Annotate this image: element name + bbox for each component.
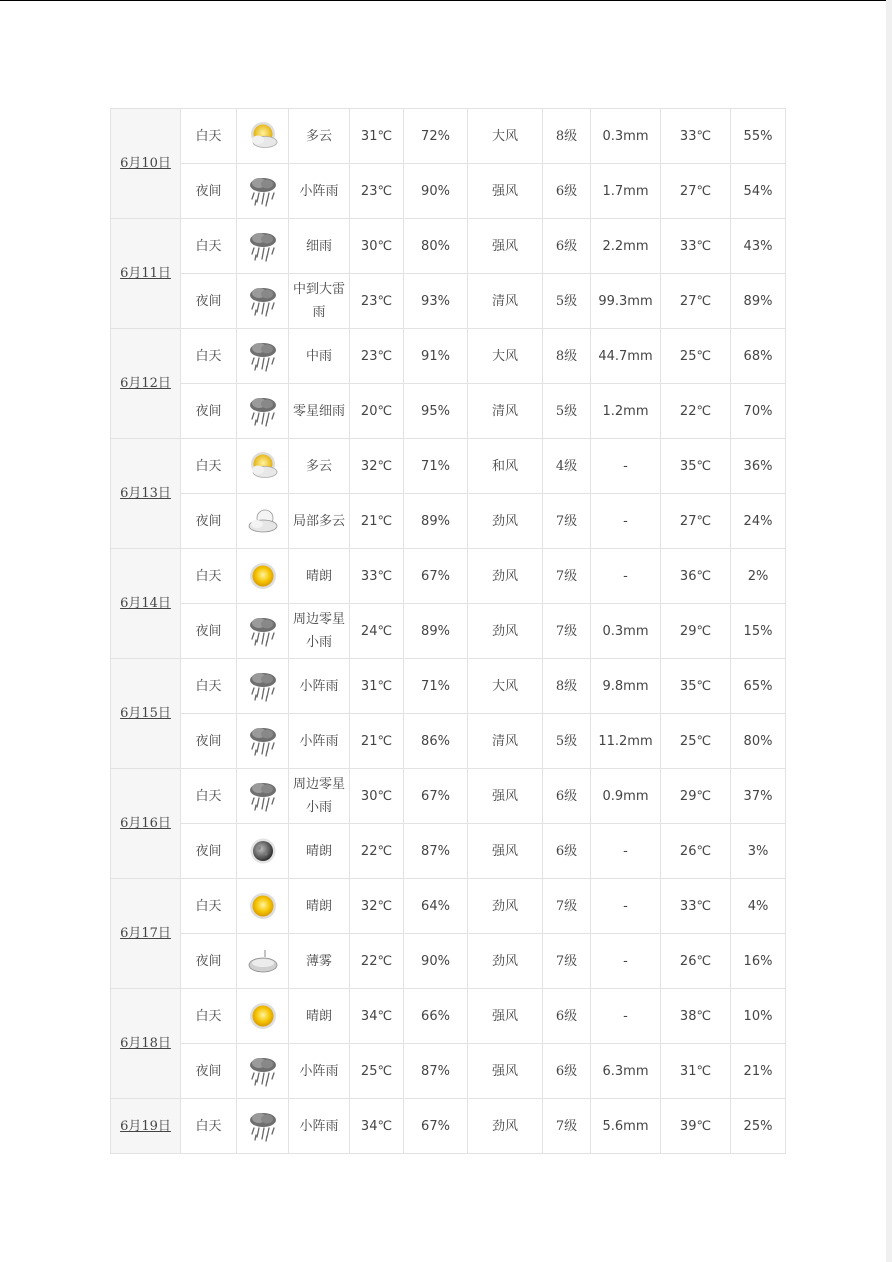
period-cell: 白天 xyxy=(181,1099,237,1154)
table-row xyxy=(111,439,786,494)
precipitation-chance: 21% xyxy=(731,1044,786,1099)
table-row xyxy=(111,549,786,604)
temperature: 21℃ xyxy=(350,714,404,769)
sun-icon xyxy=(247,559,279,593)
wind-level: 7级 xyxy=(543,549,591,604)
precipitation-chance: 68% xyxy=(731,329,786,384)
feels-like-temperature: 29℃ xyxy=(661,604,731,659)
humidity: 64% xyxy=(404,879,468,934)
temperature: 32℃ xyxy=(350,439,404,494)
feels-like-temperature: 31℃ xyxy=(661,1044,731,1099)
feels-like-temperature: 33℃ xyxy=(661,219,731,274)
temperature: 23℃ xyxy=(350,329,404,384)
humidity: 90% xyxy=(404,164,468,219)
wind-level: 5级 xyxy=(543,274,591,329)
humidity: 72% xyxy=(404,109,468,164)
period-cell: 夜间 xyxy=(181,714,237,769)
feels-like-temperature: 26℃ xyxy=(661,824,731,879)
date-cell[interactable]: 6月18日 xyxy=(111,989,181,1099)
mist-icon xyxy=(247,944,279,978)
period-cell: 夜间 xyxy=(181,934,237,989)
weather-description: 小阵雨 xyxy=(289,1099,350,1154)
temperature: 31℃ xyxy=(350,659,404,714)
precipitation: - xyxy=(591,439,661,494)
partly-cloudy-icon xyxy=(247,449,279,483)
humidity: 71% xyxy=(404,439,468,494)
temperature: 23℃ xyxy=(350,274,404,329)
weather-icon-cell xyxy=(237,934,289,989)
table-row xyxy=(111,604,786,659)
period-cell: 白天 xyxy=(181,109,237,164)
temperature: 23℃ xyxy=(350,164,404,219)
humidity: 67% xyxy=(404,769,468,824)
wind-level: 8级 xyxy=(543,659,591,714)
wind-level: 6级 xyxy=(543,219,591,274)
weather-description: 晴朗 xyxy=(289,824,350,879)
period-cell: 夜间 xyxy=(181,274,237,329)
table-row xyxy=(111,219,786,274)
feels-like-temperature: 25℃ xyxy=(661,714,731,769)
humidity: 90% xyxy=(404,934,468,989)
wind-level: 6级 xyxy=(543,989,591,1044)
wind-description: 劲风 xyxy=(468,879,543,934)
wind-description: 劲风 xyxy=(468,604,543,659)
weather-icon-cell xyxy=(237,604,289,659)
feels-like-temperature: 33℃ xyxy=(661,879,731,934)
feels-like-temperature: 35℃ xyxy=(661,659,731,714)
wind-level: 5级 xyxy=(543,384,591,439)
weather-description: 晴朗 xyxy=(289,879,350,934)
precipitation: 2.2mm xyxy=(591,219,661,274)
date-cell[interactable]: 6月11日 xyxy=(111,219,181,329)
weather-icon-cell xyxy=(237,824,289,879)
weather-icon-cell xyxy=(237,714,289,769)
humidity: 95% xyxy=(404,384,468,439)
period-cell: 白天 xyxy=(181,439,237,494)
weather-description: 小阵雨 xyxy=(289,1044,350,1099)
date-cell[interactable]: 6月10日 xyxy=(111,109,181,219)
temperature: 30℃ xyxy=(350,769,404,824)
precipitation: - xyxy=(591,824,661,879)
feels-like-temperature: 35℃ xyxy=(661,439,731,494)
feels-like-temperature: 27℃ xyxy=(661,274,731,329)
wind-description: 大风 xyxy=(468,329,543,384)
weather-icon-cell xyxy=(237,769,289,824)
wind-level: 7级 xyxy=(543,934,591,989)
precipitation-chance: 37% xyxy=(731,769,786,824)
feels-like-temperature: 29℃ xyxy=(661,769,731,824)
temperature: 25℃ xyxy=(350,1044,404,1099)
period-cell: 白天 xyxy=(181,769,237,824)
temperature: 32℃ xyxy=(350,879,404,934)
date-cell[interactable]: 6月19日 xyxy=(111,1099,181,1154)
rain-icon xyxy=(247,174,279,208)
feels-like-temperature: 39℃ xyxy=(661,1099,731,1154)
feels-like-temperature: 22℃ xyxy=(661,384,731,439)
table-row xyxy=(111,1044,786,1099)
weather-description: 小阵雨 xyxy=(289,659,350,714)
weather-description: 晴朗 xyxy=(289,549,350,604)
rain-icon xyxy=(247,614,279,648)
weather-icon-cell xyxy=(237,659,289,714)
wind-level: 4级 xyxy=(543,439,591,494)
weather-description: 细雨 xyxy=(289,219,350,274)
precipitation: - xyxy=(591,494,661,549)
precipitation: 99.3mm xyxy=(591,274,661,329)
weather-icon-cell xyxy=(237,329,289,384)
precipitation-chance: 43% xyxy=(731,219,786,274)
weather-icon-cell xyxy=(237,109,289,164)
precipitation-chance: 15% xyxy=(731,604,786,659)
period-cell: 夜间 xyxy=(181,604,237,659)
feels-like-temperature: 27℃ xyxy=(661,164,731,219)
rain-icon xyxy=(247,724,279,758)
table-row xyxy=(111,329,786,384)
feels-like-temperature: 25℃ xyxy=(661,329,731,384)
wind-description: 强风 xyxy=(468,824,543,879)
weather-description: 小阵雨 xyxy=(289,164,350,219)
precipitation-chance: 10% xyxy=(731,989,786,1044)
table-row xyxy=(111,824,786,879)
temperature: 20℃ xyxy=(350,384,404,439)
rain-icon xyxy=(247,1109,279,1143)
weather-icon-cell xyxy=(237,879,289,934)
weather-icon-cell xyxy=(237,989,289,1044)
period-cell: 白天 xyxy=(181,549,237,604)
moon-icon xyxy=(247,834,279,868)
temperature: 34℃ xyxy=(350,989,404,1044)
date-cell[interactable]: 6月13日 xyxy=(111,439,181,549)
wind-description: 清风 xyxy=(468,274,543,329)
wind-level: 7级 xyxy=(543,604,591,659)
wind-level: 6级 xyxy=(543,1044,591,1099)
wind-description: 劲风 xyxy=(468,549,543,604)
wind-description: 和风 xyxy=(468,439,543,494)
table-row xyxy=(111,934,786,989)
precipitation-chance: 54% xyxy=(731,164,786,219)
humidity: 66% xyxy=(404,989,468,1044)
date-cell[interactable]: 6月16日 xyxy=(111,769,181,879)
humidity: 67% xyxy=(404,1099,468,1154)
wind-level: 7级 xyxy=(543,494,591,549)
weather-icon-cell xyxy=(237,1044,289,1099)
table-row xyxy=(111,1099,786,1154)
precipitation: 0.9mm xyxy=(591,769,661,824)
period-cell: 白天 xyxy=(181,879,237,934)
precipitation: 1.7mm xyxy=(591,164,661,219)
wind-description: 强风 xyxy=(468,769,543,824)
weather-icon-cell xyxy=(237,549,289,604)
temperature: 33℃ xyxy=(350,549,404,604)
wind-description: 强风 xyxy=(468,1044,543,1099)
wind-description: 劲风 xyxy=(468,934,543,989)
precipitation: - xyxy=(591,989,661,1044)
feels-like-temperature: 27℃ xyxy=(661,494,731,549)
sun-icon xyxy=(247,889,279,923)
rain-icon xyxy=(247,669,279,703)
rain-icon xyxy=(247,394,279,428)
weather-icon-cell xyxy=(237,1099,289,1154)
precipitation-chance: 80% xyxy=(731,714,786,769)
period-cell: 白天 xyxy=(181,219,237,274)
weather-icon-cell xyxy=(237,219,289,274)
wind-level: 6级 xyxy=(543,164,591,219)
feels-like-temperature: 33℃ xyxy=(661,109,731,164)
page-edge-shadow xyxy=(886,0,892,1262)
weather-description: 零星细雨 xyxy=(289,384,350,439)
weather-description: 多云 xyxy=(289,439,350,494)
weather-description: 局部多云 xyxy=(289,494,350,549)
temperature: 22℃ xyxy=(350,934,404,989)
weather-icon-cell xyxy=(237,164,289,219)
precipitation-chance: 4% xyxy=(731,879,786,934)
page-top-border xyxy=(0,0,892,1)
precipitation-chance: 36% xyxy=(731,439,786,494)
table-row xyxy=(111,989,786,1044)
weather-description: 晴朗 xyxy=(289,989,350,1044)
table-row xyxy=(111,384,786,439)
weather-icon-cell xyxy=(237,384,289,439)
weather-description: 周边零星小雨 xyxy=(289,769,350,824)
weather-icon-cell xyxy=(237,439,289,494)
table-row xyxy=(111,659,786,714)
precipitation: - xyxy=(591,934,661,989)
wind-description: 劲风 xyxy=(468,1099,543,1154)
rain-icon xyxy=(247,1054,279,1088)
humidity: 93% xyxy=(404,274,468,329)
wind-description: 大风 xyxy=(468,659,543,714)
precipitation: 5.6mm xyxy=(591,1099,661,1154)
precipitation: 0.3mm xyxy=(591,109,661,164)
table-row xyxy=(111,494,786,549)
weather-description: 多云 xyxy=(289,109,350,164)
weather-icon-cell xyxy=(237,274,289,329)
precipitation-chance: 3% xyxy=(731,824,786,879)
weather-description: 中到大雷雨 xyxy=(289,274,350,329)
rain-icon xyxy=(247,284,279,318)
period-cell: 白天 xyxy=(181,989,237,1044)
partly-cloudy-night-icon xyxy=(247,504,279,538)
wind-description: 大风 xyxy=(468,109,543,164)
wind-level: 8级 xyxy=(543,109,591,164)
wind-description: 清风 xyxy=(468,714,543,769)
precipitation-chance: 55% xyxy=(731,109,786,164)
feels-like-temperature: 36℃ xyxy=(661,549,731,604)
partly-cloudy-icon xyxy=(247,119,279,153)
humidity: 89% xyxy=(404,494,468,549)
period-cell: 夜间 xyxy=(181,494,237,549)
wind-description: 强风 xyxy=(468,219,543,274)
precipitation: - xyxy=(591,879,661,934)
humidity: 80% xyxy=(404,219,468,274)
weather-description: 小阵雨 xyxy=(289,714,350,769)
date-cell[interactable]: 6月15日 xyxy=(111,659,181,769)
table-row xyxy=(111,164,786,219)
date-cell[interactable]: 6月12日 xyxy=(111,329,181,439)
rain-icon xyxy=(247,229,279,263)
table-row xyxy=(111,879,786,934)
weather-description: 周边零星小雨 xyxy=(289,604,350,659)
temperature: 21℃ xyxy=(350,494,404,549)
date-cell[interactable]: 6月14日 xyxy=(111,549,181,659)
temperature: 30℃ xyxy=(350,219,404,274)
precipitation: - xyxy=(591,549,661,604)
weather-icon-cell xyxy=(237,494,289,549)
table-row xyxy=(111,274,786,329)
wind-level: 6级 xyxy=(543,769,591,824)
period-cell: 白天 xyxy=(181,329,237,384)
wind-level: 7级 xyxy=(543,1099,591,1154)
wind-level: 7级 xyxy=(543,879,591,934)
period-cell: 白天 xyxy=(181,659,237,714)
humidity: 67% xyxy=(404,549,468,604)
table-row xyxy=(111,109,786,164)
humidity: 91% xyxy=(404,329,468,384)
humidity: 87% xyxy=(404,824,468,879)
precipitation-chance: 70% xyxy=(731,384,786,439)
humidity: 87% xyxy=(404,1044,468,1099)
precipitation: 9.8mm xyxy=(591,659,661,714)
precipitation-chance: 24% xyxy=(731,494,786,549)
period-cell: 夜间 xyxy=(181,384,237,439)
wind-level: 5级 xyxy=(543,714,591,769)
precipitation: 0.3mm xyxy=(591,604,661,659)
precipitation-chance: 25% xyxy=(731,1099,786,1154)
period-cell: 夜间 xyxy=(181,1044,237,1099)
feels-like-temperature: 38℃ xyxy=(661,989,731,1044)
table-row xyxy=(111,769,786,824)
weather-description: 中雨 xyxy=(289,329,350,384)
humidity: 86% xyxy=(404,714,468,769)
rain-icon xyxy=(247,779,279,813)
precipitation-chance: 89% xyxy=(731,274,786,329)
wind-level: 8级 xyxy=(543,329,591,384)
period-cell: 夜间 xyxy=(181,824,237,879)
wind-description: 强风 xyxy=(468,164,543,219)
temperature: 22℃ xyxy=(350,824,404,879)
precipitation-chance: 65% xyxy=(731,659,786,714)
temperature: 31℃ xyxy=(350,109,404,164)
period-cell: 夜间 xyxy=(181,164,237,219)
temperature: 34℃ xyxy=(350,1099,404,1154)
precipitation-chance: 16% xyxy=(731,934,786,989)
wind-level: 6级 xyxy=(543,824,591,879)
precipitation: 44.7mm xyxy=(591,329,661,384)
humidity: 71% xyxy=(404,659,468,714)
temperature: 24℃ xyxy=(350,604,404,659)
rain-icon xyxy=(247,339,279,373)
wind-description: 劲风 xyxy=(468,494,543,549)
precipitation: 11.2mm xyxy=(591,714,661,769)
precipitation: 6.3mm xyxy=(591,1044,661,1099)
precipitation: 1.2mm xyxy=(591,384,661,439)
wind-description: 清风 xyxy=(468,384,543,439)
date-cell[interactable]: 6月17日 xyxy=(111,879,181,989)
wind-description: 强风 xyxy=(468,989,543,1044)
table-row xyxy=(111,714,786,769)
feels-like-temperature: 26℃ xyxy=(661,934,731,989)
precipitation-chance: 2% xyxy=(731,549,786,604)
humidity: 89% xyxy=(404,604,468,659)
weather-description: 薄雾 xyxy=(289,934,350,989)
sun-icon xyxy=(247,999,279,1033)
forecast-table xyxy=(110,108,786,1154)
